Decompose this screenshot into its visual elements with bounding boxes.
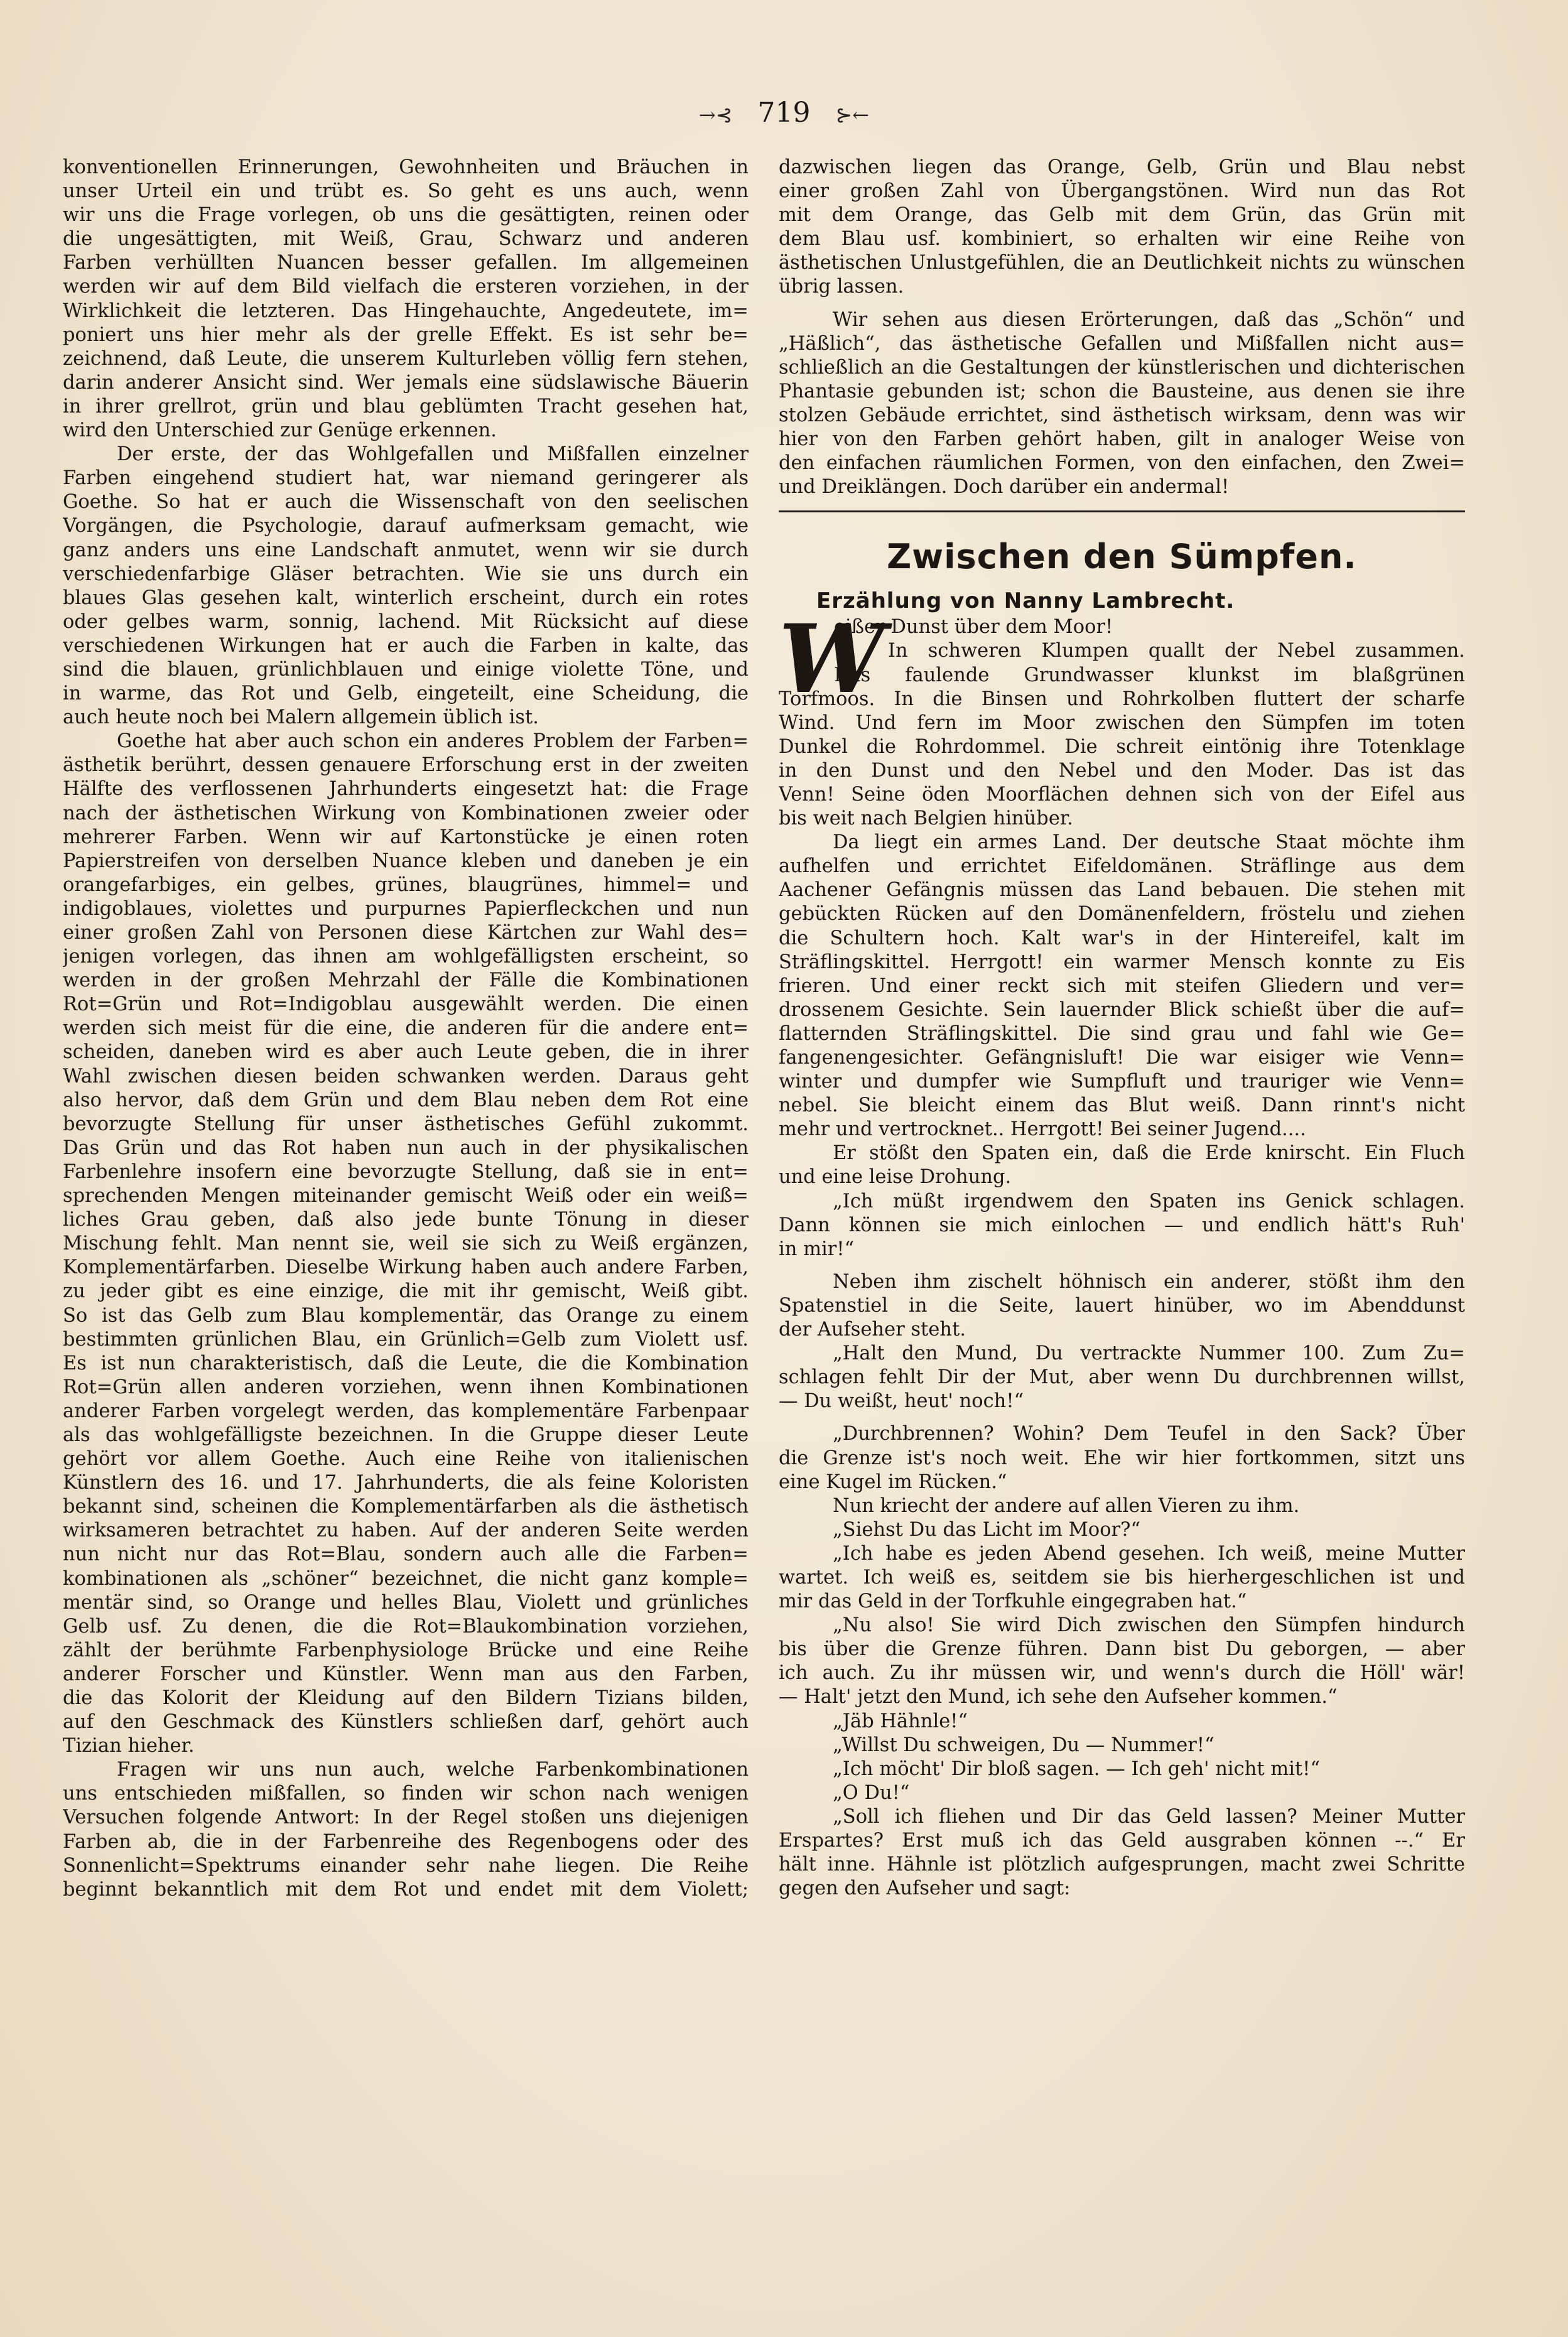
text-line: Torfmoos. In die Binsen und Rohrkolben fluttert der scharfe — [779, 688, 1465, 710]
paragraph-gap — [779, 1261, 1465, 1270]
right-column — [779, 156, 1465, 1901]
text-line: gebückten Rücken auf den Domänenfeldern, fröstelu und ziehen — [779, 903, 1465, 926]
text-line: „Willst Du schweigen, Du — Nummer!“ — [833, 1734, 1214, 1756]
text-line: mehr und vertrocknet.. Herrgott! Bei seiner Jugend.... — [779, 1118, 1306, 1141]
text-line: dazwischen liegen das Orange, Gelb, Grün und Blau nebst — [779, 156, 1465, 178]
text-line: „Häßlich“, das ästhetische Gefallen und Mißfallen nicht aus= — [779, 332, 1465, 355]
text-line: einer großen Zahl von Personen diese Kärtchen zur Wahl des= — [63, 922, 749, 944]
story-title: Zwischen den Sümpfen. — [887, 537, 1357, 577]
text-line: Goethe hat aber auch schon ein anderes Problem der Farben= — [117, 730, 749, 753]
text-line: die ungesättigten, mit Weiß, Grau, Schwarz und anderen — [63, 228, 749, 251]
text-line: zu jeder gibt es eine einzige, die mit ihr gemischt, Weiß gibt. — [63, 1280, 749, 1303]
text-line: mit dem Orange, das Gelb mit dem Grün, das Grün mit — [779, 204, 1465, 227]
text-line: Mischung fehlt. Man nennt sie, weil sie sich zu Weiß ergänzen, — [63, 1233, 749, 1255]
text-line: übrig lassen. — [779, 276, 904, 298]
text-line: sind die blauen, grünlichblauen und einige violette Töne, und — [63, 658, 749, 681]
text-line: Farben verhüllten Nuancen besser gefallen. Im allgemeinen — [63, 252, 749, 274]
text-line: In schweren Klumpen quallt der Nebel zusammen. — [888, 640, 1465, 662]
text-line: „Siehst Du das Licht im Moor?“ — [833, 1518, 1141, 1541]
drop-cap: W — [779, 604, 885, 715]
text-line: bestimmten grünlichen Blau, ein Grünlich=Gelb zum Violett usf. — [63, 1328, 749, 1351]
text-line: Er stößt den Spaten ein, daß die Erde knirscht. Ein Fluch — [833, 1142, 1465, 1165]
text-line: Da liegt ein armes Land. Der deutsche Staat möchte ihm — [833, 831, 1465, 854]
text-line: Künstlern des 16. und 17. Jahrhunderts, die als feine Koloristen — [63, 1472, 749, 1494]
text-line: scheiden, daneben wird es aber auch Leute geben, die in ihrer — [63, 1041, 749, 1064]
text-line: drossenem Gesichte. Sein lauernder Blick schießt über die auf= — [779, 998, 1465, 1021]
text-line: Wahl zwischen diesen beiden schwanken werden. Daraus geht — [63, 1065, 749, 1088]
text-line: auf den Geschmack des Künstlers schließen darf, gehört auch — [63, 1711, 749, 1734]
text-line: Versuchen folgende Antwort: In der Regel stoßen uns diejenigen — [63, 1806, 749, 1829]
text-line: oder gelbes warm, sonnig, lachend. Mit Rücksicht auf diese — [63, 610, 749, 633]
text-line: Farbenlehre insofern eine bevorzugte Stellung, daß sie in ent= — [63, 1160, 749, 1183]
text-line: die das Kolorit der Kleidung auf den Bildern Tizians bilden, — [63, 1687, 749, 1709]
essay-conclusion — [779, 156, 1465, 499]
text-line: Phantasie gebunden ist; schon die Bausteine, aus denen sie ihre — [779, 380, 1465, 402]
text-line: So ist das Gelb zum Blau komplementär, das Orange zu einem — [63, 1304, 749, 1327]
text-line: Tizian hieher. — [63, 1735, 195, 1757]
text-line: sprechenden Mengen miteinander gemischt Weiß oder ein weiß= — [63, 1185, 749, 1207]
text-line: Farben ab, die in der Farbenreihe des Regenbogens oder des — [63, 1830, 749, 1853]
text-line: nach der ästhetischen Wirkung von Kombinationen zweier oder — [63, 802, 749, 824]
text-line: eine Kugel im Rücken.“ — [779, 1471, 1007, 1493]
paragraph-gap — [779, 1413, 1465, 1422]
text-line: Fragen wir uns nun auch, welche Farbenkombinationen — [117, 1759, 749, 1781]
text-line: mir das Geld in der Torfkuhle eingegraben hat.“ — [779, 1590, 1247, 1613]
text-line: hält inne. Hähnle ist plötzlich aufgesprungen, macht zwei Schritte — [779, 1854, 1465, 1876]
text-line: indigoblaues, violettes und purpurnes Papierfleckchen und nun — [63, 897, 749, 920]
text-line: also hervor, daß dem Grün und dem Blau neben dem Rot eine — [63, 1089, 749, 1111]
text-line: die Grenze ist's noch weit. Ehe wir hier fortkommen, sitzt uns — [779, 1447, 1465, 1469]
text-line: wir uns die Frage vorlegen, ob uns die gesättigten, reinen oder — [63, 204, 749, 227]
text-line: Das faulende Grundwasser klunkst im blaßgrünen — [834, 664, 1465, 686]
text-line: Vorgängen, die Psychologie, darauf aufmerksam gemacht, wie — [63, 515, 749, 537]
text-line: frieren. Und einer reckt sich mit steifen Gliedern und ver= — [779, 974, 1465, 997]
text-line: „Soll ich fliehen und Dir das Geld lassen? Meiner Mutter — [833, 1805, 1465, 1828]
text-line: nebel. Sie bleicht einem das Blut weiß. Dann rinnt's nicht — [779, 1094, 1465, 1117]
text-line: in mir!“ — [779, 1238, 855, 1260]
text-line: orangefarbiges, ein gelbes, grünes, blaugrünes, himmel= und — [63, 873, 749, 896]
text-line: nun nicht nur das Rot=Blau, sondern auch alle die Farben= — [63, 1543, 749, 1566]
text-line: ästhetischen Unlustgefühlen, die an Deutlichkeit nichts zu wünschen — [779, 252, 1465, 274]
text-line: Goethe. So hat er auch die Wissenschaft von den seelischen — [63, 491, 749, 514]
text-line: Rot=Grün und Rot=Indigoblau ausgewählt werden. Die einen — [63, 993, 749, 1016]
text-line: „Durchbrennen? Wohin? Dem Teufel in den Sack? Über — [833, 1423, 1465, 1445]
left-column — [63, 156, 749, 1902]
text-line: schließlich an die Gestaltungen der künstlerischen und dichterischen — [779, 356, 1465, 379]
text-line: Nun kriecht der andere auf allen Vieren zu ihm. — [833, 1494, 1300, 1517]
text-line: in warme, das Rot und Gelb, eingeteilt, eine Scheidung, die — [63, 683, 749, 705]
text-line: den einfachen räumlichen Formen, von den einfachen, den Zwei= — [779, 452, 1465, 475]
text-line: werden in der großen Mehrzahl der Fälle die Kombinationen — [63, 969, 749, 992]
text-line: Sträflingskittel. Herrgott! ein warmer Mensch konnte zu Eis — [779, 951, 1465, 973]
text-line: und Dreiklängen. Doch darüber ein andermal! — [779, 476, 1230, 499]
drop-cap-lines — [834, 615, 1465, 687]
paragraph-gap — [779, 300, 1465, 308]
text-line: Es ist nun charakteristisch, daß die Leute, die die Kombination — [63, 1352, 749, 1374]
text-line: bevorzugte Stellung für unser ästhetisches Gefühl zukommt. — [63, 1113, 749, 1135]
text-line: Venn! Seine öden Moorflächen dehnen sich von der Eifel aus — [779, 783, 1465, 806]
text-line: Neben ihm zischelt höhnisch ein anderer, stößt ihm den — [833, 1270, 1465, 1293]
text-line: poniert uns hier mehr als der grelle Effekt. Es ist sehr be= — [63, 323, 749, 346]
story-byline: Erzählung von Nanny Lambrecht. — [816, 588, 1235, 614]
text-line: hier von den Farben gehört haben, gilt in analoger Weise von — [779, 428, 1465, 451]
text-line: Das Grün und das Rot haben nun auch in der physikalischen — [63, 1136, 749, 1159]
section-divider — [779, 510, 1465, 512]
text-line: blaues Glas gesehen kalt, winterlich erscheint, durch ein rotes — [63, 586, 749, 609]
text-line: gegen den Aufseher und sagt: — [779, 1877, 1071, 1900]
text-line: stolzen Gebäude errichtet, sind ästhetisch wirksam, denn was wir — [779, 404, 1465, 426]
text-line: fangenengesichter. Gefängnisluft! Die war eisiger wie Venn= — [779, 1047, 1465, 1069]
text-line: als das wohlgefälligste bezeichnen. In die Gruppe dieser Leute — [63, 1423, 749, 1446]
text-line: werden wir auf dem Bild vielfach die ersteren vorziehen, in der — [63, 276, 749, 298]
text-line: Komplementärfarben. Dieselbe Wirkung haben auch andere Farben, — [63, 1256, 749, 1279]
text-line: in den Dunst und den Nebel und den Moder. Das ist das — [779, 759, 1465, 782]
text-line: kombinationen als „schöner“ bezeichnet, die nicht ganz komple= — [63, 1567, 749, 1590]
text-line: wird den Unterschied zur Genüge erkennen. — [63, 419, 497, 442]
text-line: Sonnenlicht=Spektrums einander sehr nahe liegen. Die Reihe — [63, 1854, 749, 1877]
text-line: „Ich möcht' Dir bloß sagen. — Ich geh' nicht mit!“ — [833, 1757, 1321, 1780]
text-line: bis über die Grenze führen. Dann bist Du geborgen, — aber — [779, 1638, 1465, 1661]
text-line: Der erste, der das Wohlgefallen und Mißfallen einzelner — [117, 443, 749, 466]
text-line: unser Urteil ein und trübt es. So geht es uns auch, wenn — [63, 180, 749, 203]
ornament-left-icon: →⊰ — [698, 102, 733, 127]
text-line: „Halt den Mund, Du vertrackte Nummer 100. Zum Zu= — [833, 1342, 1465, 1365]
text-line: Dann können sie mich einlochen — und endlich hätt's Ruh' — [779, 1214, 1465, 1236]
text-line: dem Blau usf. kombiniert, so erhalten wir eine Reihe von — [779, 228, 1465, 251]
text-line: werden sich meist für die eine, die anderen für die andere ent= — [63, 1017, 749, 1040]
text-line: gehört vor allem Goethe. Auch eine Reihe von italienischen — [63, 1448, 749, 1471]
text-line: bekannt sind, scheinen die Komplementärfarben als die ästhetisch — [63, 1496, 749, 1518]
text-line: eißer Dunst über dem Moor! — [834, 616, 1113, 639]
text-line: ästhetik berührt, dessen genauere Erforschung erst in der zweiten — [63, 754, 749, 777]
text-line: in ihrer grellrot, grün und blau geblümten Tracht gesehen hat, — [63, 395, 749, 418]
text-line: mehrerer Farben. Wenn wir auf Kartonstücke je einen roten — [63, 826, 749, 848]
text-line: wirksameren betrachtet zu haben. Auf der anderen Seite werden — [63, 1519, 749, 1542]
text-line: ganz anders uns eine Landschaft anmutet, wenn wir sie durch — [63, 539, 749, 561]
page-header — [0, 94, 1568, 134]
text-line: beginnt bekanntlich mit dem Rot und endet mit dem Violett; — [63, 1878, 749, 1901]
ornament-right-icon: ⊱← — [835, 102, 870, 127]
text-line: verschiedenfarbige Gläser betrachten. Wie sie uns durch ein — [63, 563, 749, 585]
story-body — [779, 688, 1465, 1901]
text-line: mentär sind, so Orange und helles Blau, Violett und grünliches — [63, 1591, 749, 1614]
text-line: einer großen Zahl von Übergangstönen. Wird nun das Rot — [779, 180, 1465, 203]
text-line: verschiedenen Wirkungen hat er auch die Farben in kalte, das — [63, 634, 749, 657]
text-line: konventionellen Erinnerungen, Gewohnheiten und Bräuchen in — [63, 156, 749, 178]
text-line: die Schultern hoch. Kalt war's in der Hintereifel, kalt im — [779, 927, 1465, 949]
text-line: flatternden Sträflingskittel. Die sind grau und fahl wie Ge= — [779, 1022, 1465, 1045]
text-line: Hälfte des verflossenen Jahrhunderts eingesetzt hat: die Frage — [63, 778, 749, 801]
text-line: wartet. Ich weiß es, seitdem sie bis hierhergeschlichen ist und — [779, 1566, 1465, 1589]
text-line: bis weit nach Belgien hinüber. — [779, 807, 1073, 830]
text-line: „Ich habe es jeden Abend gesehen. Ich weiß, meine Mutter — [833, 1542, 1465, 1565]
text-line: „Nu also! Sie wird Dich zwischen den Sümpfen hindurch — [833, 1614, 1465, 1637]
text-line: Rot=Grün allen anderen vorziehen, wenn ihnen Kombinationen — [63, 1376, 749, 1398]
text-line: winter und dumpfer wie Sumpfluft und trauriger wie Venn= — [779, 1071, 1465, 1093]
text-line: Papierstreifen von derselben Nuance kleben und daneben je ein — [63, 850, 749, 872]
text-line: jenigen vorlegen, das ihnen am wohlgefälligsten erscheint, so — [63, 946, 749, 968]
text-line: darin anderer Ansicht sind. Wer jemals eine südslawische Bäuerin — [63, 371, 749, 394]
text-line: Wind. Und fern im Moor zwischen den Sümpfen im toten — [779, 711, 1465, 734]
text-line: Wir sehen aus diesen Erörterungen, daß das „Schön“ und — [833, 308, 1465, 331]
text-line: Spatenstiel in die Seite, lauert hinüber, wo im Abenddunst — [779, 1294, 1465, 1317]
text-line: Gelb usf. Zu denen, die die Rot=Blaukombination vorziehen, — [63, 1615, 749, 1638]
text-line: „O Du!“ — [833, 1781, 910, 1804]
text-line: ich auch. Zu ihr müssen wir, und wenn's durch die Höll' wär! — [779, 1662, 1465, 1685]
text-line: anderer Forscher und Künstler. Wenn man aus den Farben, — [63, 1663, 749, 1685]
text-line: Farben eingehend studiert hat, war niemand geringerer als — [63, 467, 749, 490]
text-line: — Halt' jetzt den Mund, ich sehe den Aufseher kommen.“ — [779, 1686, 1338, 1708]
text-line: Wirklichkeit die letzteren. Das Hingehauchte, Angedeutete, im= — [63, 300, 749, 322]
text-line: liches Grau geben, daß also jede bunte Tönung in dieser — [63, 1209, 749, 1231]
text-line: zählt der berühmte Farbenphysiologe Brücke und eine Reihe — [63, 1639, 749, 1661]
text-line: Aachener Gefängnis müssen das Land bebauen. Die stehen mit — [779, 879, 1465, 902]
text-line: zeichnend, daß Leute, die unserem Kulturleben völlig fern stehen, — [63, 347, 749, 370]
text-line: aufhelfen und errichtet Eifeldomänen. Sträflinge aus dem — [779, 855, 1465, 878]
text-line: und eine leise Drohung. — [779, 1166, 1012, 1189]
text-line: — Du weißt, heut' noch!“ — [779, 1390, 1024, 1413]
text-line: anderer Farben vorgelegt werden, das komplementäre Farbenpaar — [63, 1400, 749, 1422]
text-line: der Aufseher steht. — [779, 1319, 966, 1341]
text-line: „Ich müßt irgendwem den Spaten ins Genick schlagen. — [833, 1190, 1465, 1212]
text-line: auch heute noch bei Malern allgemein üblich ist. — [63, 706, 539, 729]
text-line: uns entschieden mißfallen, so finden wir schon nach wenigen — [63, 1783, 749, 1805]
text-line: Dunkel die Rohrdommel. Die schreit eintönig ihre Totenklage — [779, 735, 1465, 758]
text-line: „Jäb Hähnle!“ — [833, 1710, 968, 1732]
page-number: 719 — [757, 97, 811, 129]
text-line: Erspartes? Erst muß ich das Geld ausgraben können --.“ Er — [779, 1830, 1465, 1852]
text-line: schlagen fehlt Dir der Mut, aber wenn Du durchbrennen willst, — [779, 1366, 1465, 1389]
